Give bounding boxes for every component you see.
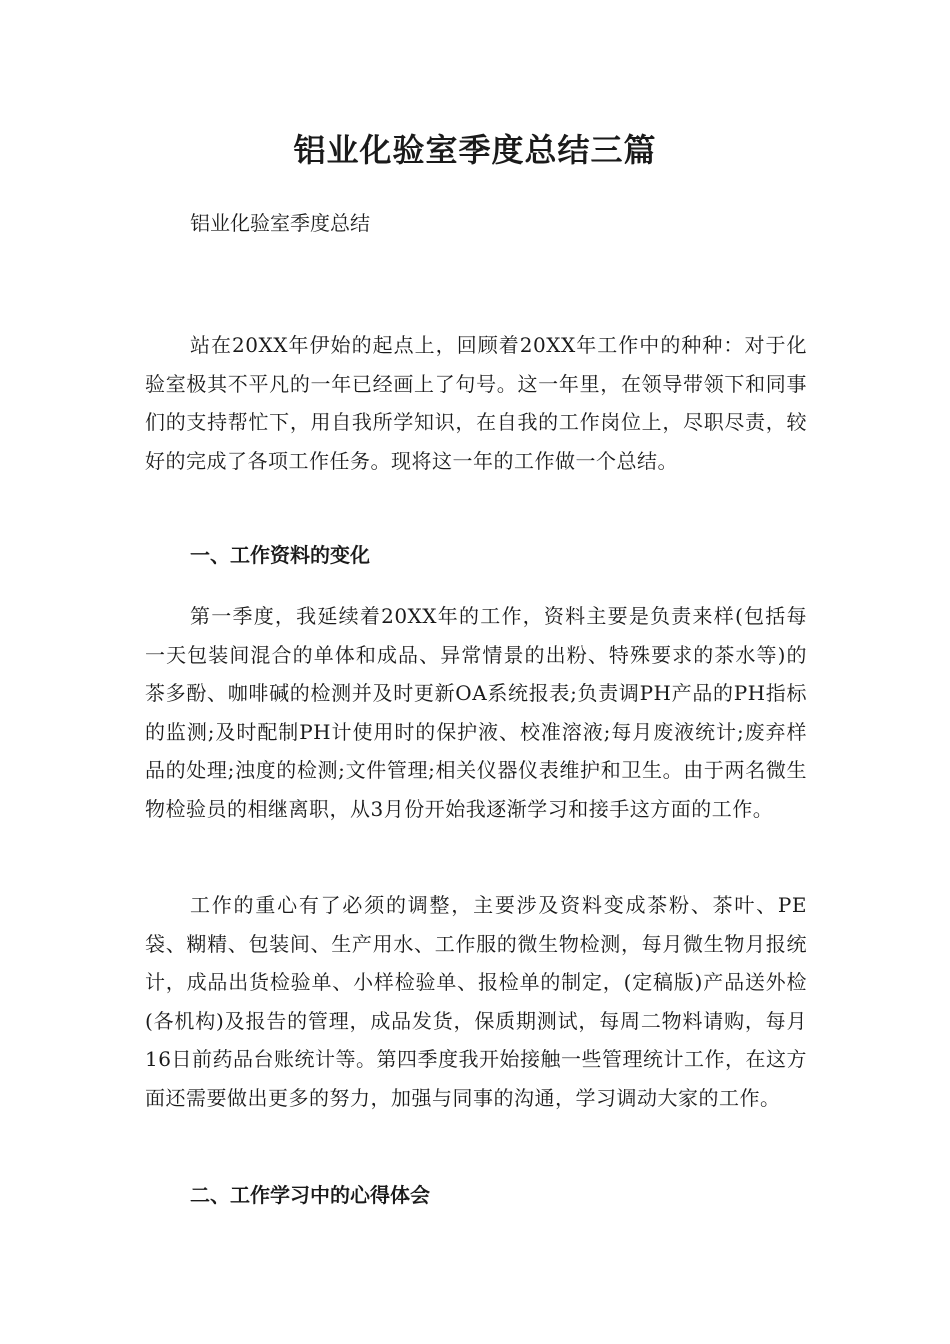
document-title: 铝业化验室季度总结三篇 [293,131,657,169]
paragraph-intro: 站在20XX年伊始的起点上，回顾着20XX年工作中的种种：对于化验室极其不平凡的一年已经画上了句号。这一年里，在领导带领下和同事们的支持帮忙下，用自我所学知识，在自我的工作岗位上，尽职尽责，较好的完成了各项工作任务。现将这一年的工作做一个总结。 [145,333,807,473]
paragraph-first-quarter: 第一季度，我延续着20XX年的工作，资料主要是负责来样(包括每一天包装间混合的单体和成品、异常情景的出粉、特殊要求的茶水等)的茶多酚、咖啡碱的检测并及时更新OA系统报表;负责调PH产品的PH指标的监测;及时配制PH计使用时的保护液、校准溶液;每月废液统计;废弃样品的处理;浊度的检测;文件管理;相关仪器仪表维护和卫生。由于两名微生物检验员的相继离职，从3月份开始我逐渐学习和接手这方面的工作。 [145,604,807,821]
paragraph-work-adjustment: 工作的重心有了必须的调整，主要涉及资料变成茶粉、茶叶、PE袋、糊精、包装间、生产用水、工作服的微生物检测，每月微生物月报统计，成品出货检验单、小样检验单、报检单的制定，(定稿版)产品送外检(各机构)及报告的管理，成品发货，保质期测试，每周二物料请购，每月16日前药品台账统计等。第四季度我开始接触一些管理统计工作，在这方面还需要做出更多的努力，加强与同事的沟通，学习调动大家的工作。 [145,893,807,1110]
document-subtitle: 铝业化验室季度总结 [190,211,370,235]
section-heading-experience: 二、工作学习中的心得体会 [190,1183,430,1207]
section-heading-work-changes: 一、工作资料的变化 [190,543,370,567]
